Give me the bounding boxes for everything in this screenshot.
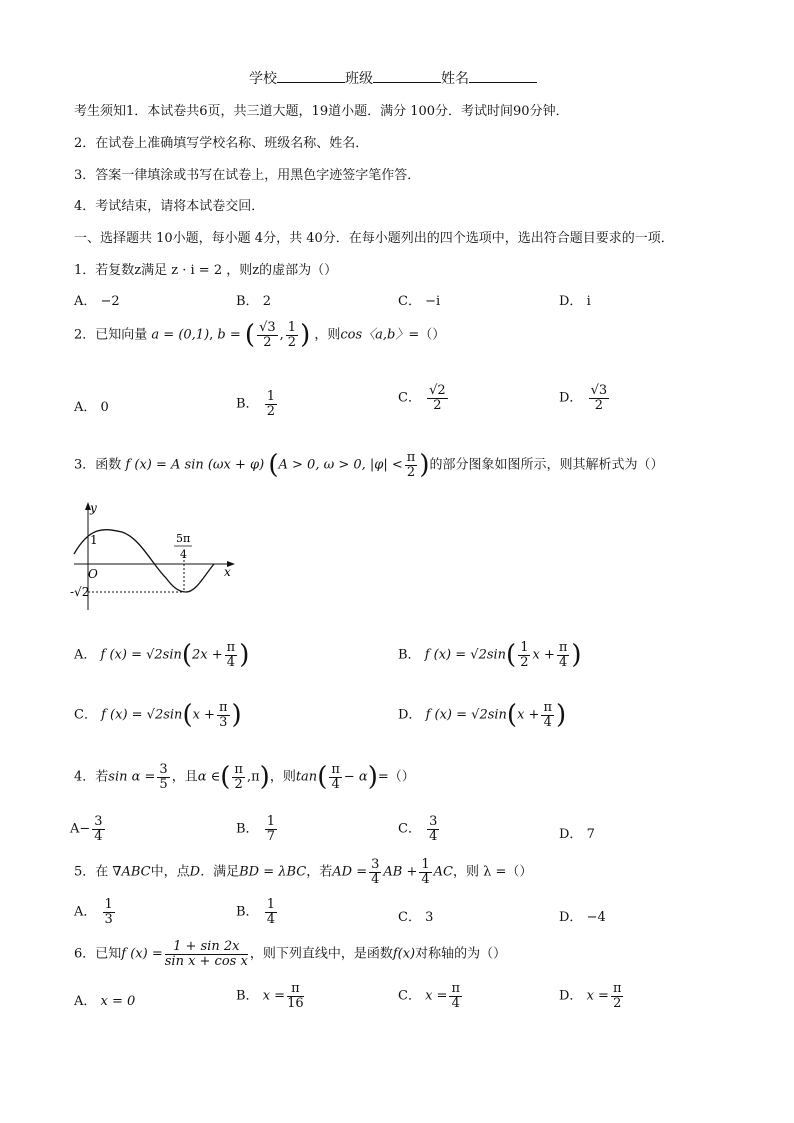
notice-2: 2．在试卷上准确填写学校名称、班级名称、姓名． xyxy=(74,136,369,151)
student-info-line xyxy=(249,68,537,88)
q4-stem: 4．若sin α = $\frac{3}{5}$ ，且α ∈( $\frac{\pi}{2}$ ,π)，则tan( $\frac{\pi}{4}$ − α)=（） xyxy=(74,761,415,792)
q6-option-a[interactable]: A． x = 0 xyxy=(74,994,136,1009)
q3-option-c[interactable]: C． f (x) = √2sin(x + $\frac{\pi}{3}$ ) xyxy=(74,699,242,730)
q1-option-d[interactable]: D． i xyxy=(559,294,591,309)
x-label: x xyxy=(224,565,231,579)
notice-3: 3．答案一律填涂或书写在试卷上，用黑色字迹签字笔作答． xyxy=(74,168,421,183)
q2-option-d[interactable]: D． $\frac{√3}{2}$ xyxy=(559,383,608,413)
q1-option-b[interactable]: B． 2 xyxy=(236,294,271,309)
school-blank[interactable] xyxy=(277,70,345,83)
name-label: 姓名 xyxy=(441,71,469,87)
q6-stem: 6．已知f (x) = $\frac{1 + \sin 2x}{\text{sin x + cos x}}$ ，则下列直线中，是函数f(x)对称轴的为（） xyxy=(74,939,507,969)
q1-stem: 1．若复数z满足 z · i = 2 ，则z的虚部为（） xyxy=(74,263,338,278)
q3-option-a[interactable]: A． f (x) = √2sin(2x + $\frac{\pi}{4}$ ) xyxy=(74,639,250,670)
q1-option-c[interactable]: C． −i xyxy=(398,294,441,309)
tick-den: 4 xyxy=(180,548,187,561)
q4-option-b[interactable]: B． $\frac{1}{7}$ xyxy=(236,814,275,844)
y-label: y xyxy=(90,501,97,515)
q5-option-c[interactable]: C． 3 xyxy=(398,910,434,925)
q2-stem: 2．已知向量 a = (0,1), b = ( $\frac{√3}{2}$ , $\frac{1}{2}$ ) ，则cos〈a,b〉=（） xyxy=(74,319,446,350)
q5-option-b[interactable]: B． $\frac{1}{4}$ xyxy=(236,897,275,927)
class-blank[interactable] xyxy=(373,70,441,83)
tick-num: 5π xyxy=(176,532,191,545)
q6-option-b[interactable]: B． x = $\frac{\pi}{16}$ xyxy=(236,981,304,1011)
q6-option-d[interactable]: D． x = $\frac{\pi}{2}$ xyxy=(559,981,622,1011)
q5-stem: 5．在 ∇ABC中，点D．满足BD = λBC，若AD = $\frac{3}{4}$ AB + $\frac{1}{4}$ AC，则 λ =（） xyxy=(74,857,533,887)
q6-option-c[interactable]: C． x = $\frac{\pi}{4}$ xyxy=(398,981,460,1011)
notice-1: 考生须知1．本试卷共6页，共三道大题，19道小题．满分 100分．考试时间90分钟． xyxy=(74,104,569,119)
class-label: 班级 xyxy=(345,71,373,87)
q5-option-d[interactable]: D． −4 xyxy=(559,910,606,925)
school-label: 学校 xyxy=(249,71,277,87)
origin-label: O xyxy=(88,567,98,581)
q4-option-d[interactable]: D． 7 xyxy=(559,827,595,842)
q4-option-c[interactable]: C． $\frac{3}{4}$ xyxy=(398,814,438,844)
notice-4: 4．考试结束，请将本试卷交回． xyxy=(74,199,265,214)
name-blank[interactable] xyxy=(469,70,537,83)
q2-option-a[interactable]: A． 0 xyxy=(74,400,109,415)
section-heading: 一、选择题共 10小题，每小题 4分，共 40分．在每小题列出的四个选项中，选出符合题目要求的一项． xyxy=(74,231,674,246)
q4-option-a[interactable]: A− $\frac{3}{4}$ xyxy=(70,814,103,844)
q3-option-b[interactable]: B． f (x) = √2sin( $\frac{1}{2}$ x + $\frac{\pi}{4}$ ) xyxy=(398,639,582,670)
q5-option-a[interactable]: A． $\frac{1}{3}$ xyxy=(74,897,113,927)
y-min-label: -√2 xyxy=(70,585,90,599)
q2-option-b[interactable]: B． $\frac{1}{2}$ xyxy=(236,389,275,419)
q1-option-a[interactable]: A． −2 xyxy=(74,294,120,309)
q3-stem: 3．函数 f (x) = A sin (ωx + φ) (A > 0, ω > 0, |φ| < $\frac{\pi}{2}$ )的部分图象如图所示，则其解析式为（） xyxy=(74,449,664,480)
function-graph xyxy=(70,498,240,616)
q2-option-c[interactable]: C． $\frac{√2}{2}$ xyxy=(398,383,446,413)
y-one-label: 1 xyxy=(90,533,98,547)
q3-option-d[interactable]: D． f (x) = √2sin(x + $\frac{\pi}{4}$ ) xyxy=(398,699,567,730)
